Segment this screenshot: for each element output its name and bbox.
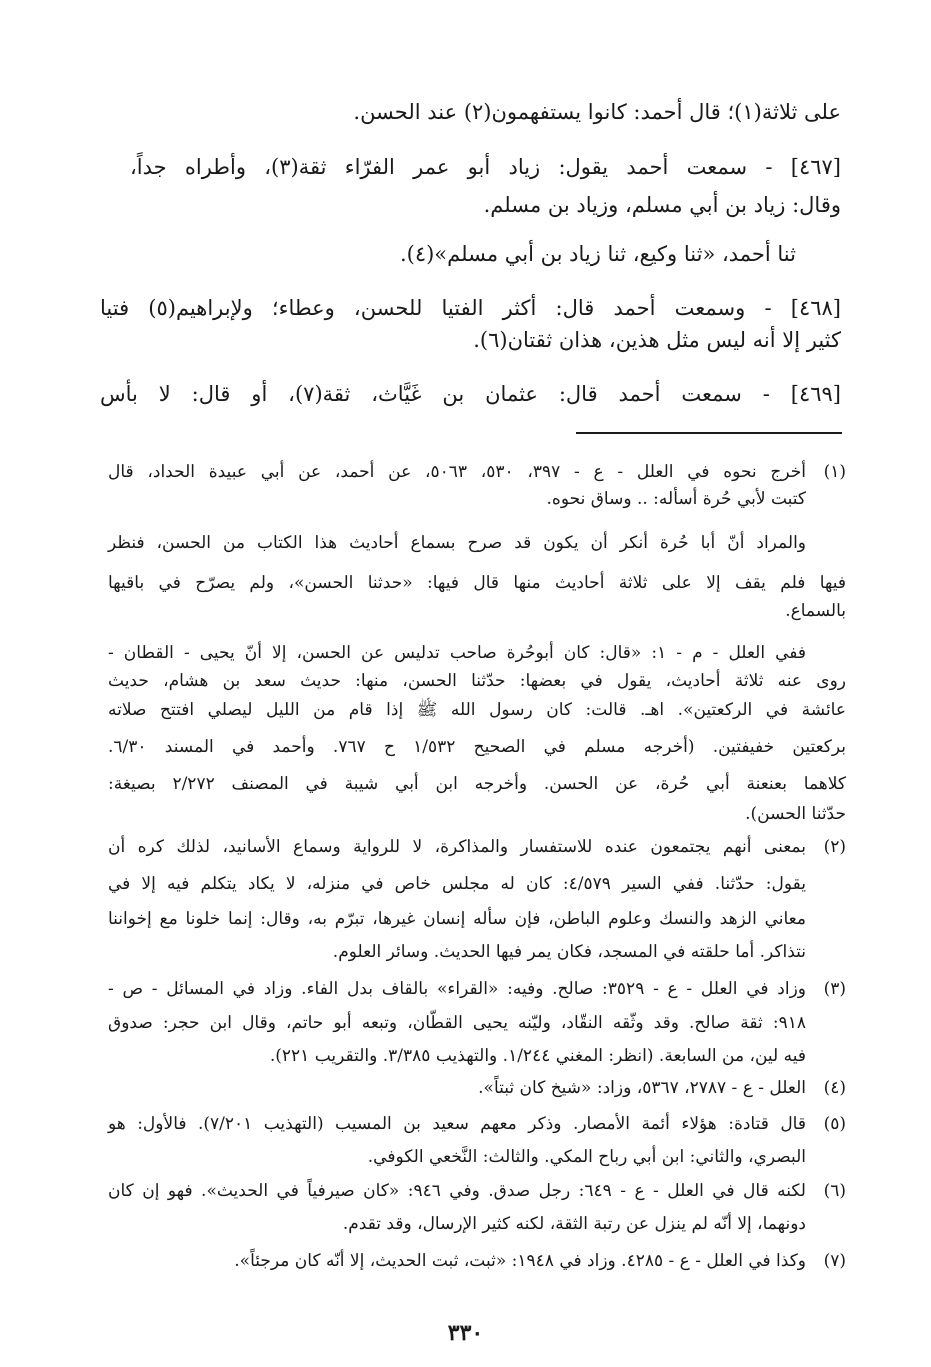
main-text-line-5: [٤٦٨] - وسمعت أحمد قال: أكثر الفتيا للحسن، وعطاء؛ ولإبراهيم(٥) فتيا [100, 296, 841, 320]
footnote-1-line-5: بالسماع. [785, 601, 846, 621]
footnote-1-line-2: كتبت لأبي حُرة أسأله: .. وساق نحوه. [546, 489, 806, 509]
footnote-6-line-1: لكنه قال في العلل - ع - ٦٤٩: رجل صدق. وفي ٩٤٦: «كان صيرفياً في الحديث». فهو إن كان [108, 1181, 806, 1201]
footnote-7-line-1: وكذا في العلل - ع - ٤٢٨٥. وزاد في ١٩٤٨: «ثبت، ثبت الحديث، إلا أنّه كان مرجئاً». [234, 1251, 806, 1271]
footnote-5-line-2: البصري، والثاني: ابن أبي رباح المكي. والثالث: النَّخعي الكوفي. [367, 1147, 806, 1167]
main-text-line-6: كثير إلا أنه ليس مثل هذين، هذان ثقتان(٦). [473, 328, 841, 352]
footnote-1-line-4: فيها فلم يقف إلا على ثلاثة أحاديث منها قال فيها: «حدثنا الحسن»، ولم يصرّح في باقيها [108, 573, 846, 593]
main-text-line-1: على ثلاثة(١)؛ قال أحمد: كانوا يستفهمون(٢) عند الحسن. [353, 100, 841, 124]
footnote-number-7: (٧) [823, 1251, 846, 1271]
footnote-number-3: (٣) [823, 979, 846, 999]
footnote-1-line-3: والمراد أنّ أبا حُرة أنكر أن يكون قد صرح بسماع أحاديث هذا الكتاب من الحسن، فنظر [108, 533, 806, 553]
footnote-number-5: (٥) [823, 1114, 846, 1134]
footnote-5-line-1: قال قتادة: هؤلاء أئمة الأمصار. وذكر معهم سعيد بن المسيب (التهذيب ٧/٢٠١). فالأول: هو [108, 1114, 806, 1134]
footnote-1-line-9: بركعتين خفيفتين. (أخرجه مسلم في الصحيح ١/٥٣٢ ح ٧٦٧. وأحمد في المسند ٦/٣٠. [108, 737, 846, 757]
footnote-separator [576, 432, 842, 434]
footnote-2-line-4: نتذاكر. أما حلقته في المسجد، فكان يمر فيها الحديث. وسائر العلوم. [332, 942, 806, 962]
footnote-6-line-2: دونهما، إلا أنّه لم ينزل عن رتبة الثقة، لكنه كثير الإرسال، وقد تقدم. [342, 1214, 806, 1234]
main-text-line-4: ثنا أحمد، «ثنا وكيع، ثنا زياد بن أبي مسلم»(٤). [399, 242, 796, 266]
footnote-2-line-2: يقول: حدّثنا. ففي السير ٤/٥٧٩: كان له مجلس خاص في منزله، لا يكاد يتكلم فيه إلا في [108, 874, 806, 894]
main-text-line-2: [٤٦٧] - سمعت أحمد يقول: زياد أبو عمر الفرّاء ثقة(٣)، وأطراه جداً، [130, 155, 841, 179]
footnote-1-line-6: ففي العلل - م - ١: «قال: كان أبوحُرة صاحب تدليس عن الحسن، إلا أنّ يحيى - القطان - [108, 643, 806, 663]
footnote-number-4: (٤) [823, 1078, 846, 1098]
footnote-4-line-1: العلل - ع - ٢٧٨٧، ٥٣٦٧، وزاد: «شيخ كان ثبتاً». [478, 1078, 806, 1098]
footnote-number-2: (٢) [823, 837, 846, 857]
main-text-line-7: [٤٦٩] - سمعت أحمد قال: عثمان بن غَيَّاث، ثقة(٧)، أو قال: لا بأس [100, 382, 841, 406]
footnote-number-1: (١) [823, 462, 846, 482]
footnote-2-line-3: معاني الزهد والنسك وعلوم الباطن، فإن سأله إنسان غيرها، تبرّم به، وقال: إنما خلونا مع إخواننا [108, 909, 806, 929]
footnote-number-6: (٦) [823, 1181, 846, 1201]
footnote-1-line-1: أخرج نحوه في العلل - ع - ٣٩٧، ٥٣٠، ٥٠٦٣، عن أحمد، عن أبي عبيدة الحداد، قال [108, 462, 806, 482]
footnote-3-line-3: فيه لين، من السابعة. (انظر: المغني ١/٢٤٤. والتهذيب ٣/٣٨٥. والتقريب ٢٢١). [269, 1046, 806, 1066]
main-text-line-3: وقال: زياد بن أبي مسلم، وزياد بن مسلم. [483, 193, 841, 217]
footnote-1-line-7: روى عنه ثلاثة أحاديث، يقول في بعضها: حدّثنا الحسن، منها: حديث سعد بن هشام، حديث [108, 671, 846, 691]
footnote-1-line-11: حدّثنا الحسن). [745, 804, 846, 824]
page-number: ٣٣٠ [447, 1320, 484, 1346]
footnote-1-line-8: عائشة في الركعتين». اهـ. قالت: كان رسول الله ﷺ إذا قام من الليل ليصلي افتتح صلاته [108, 700, 846, 720]
footnote-2-line-1: بمعنى أنهم يجتمعون عنده للاستفسار والمذاكرة، لا للرواية وسماع الأسانيد، لذلك كره أن [108, 837, 806, 857]
footnote-3-line-2: ٩١٨: ثقة صالح. وقد وثّقه النقّاد، وليّنه يحيى القطّان، وتبعه أبو حاتم، وقال ابن حجر: صدوق [108, 1013, 806, 1033]
footnote-1-line-10: كلاهما بعنعنة أبي حُرة، عن الحسن. وأخرجه ابن أبي شيبة في المصنف ٢/٢٧٢ بصيغة: [108, 774, 846, 794]
footnote-3-line-1: وزاد في العلل - ع - ٣٥٢٩: صالح. وفيه: «القراء» بالقاف بدل الفاء. وزاد في المسائل - ص - [108, 979, 807, 999]
